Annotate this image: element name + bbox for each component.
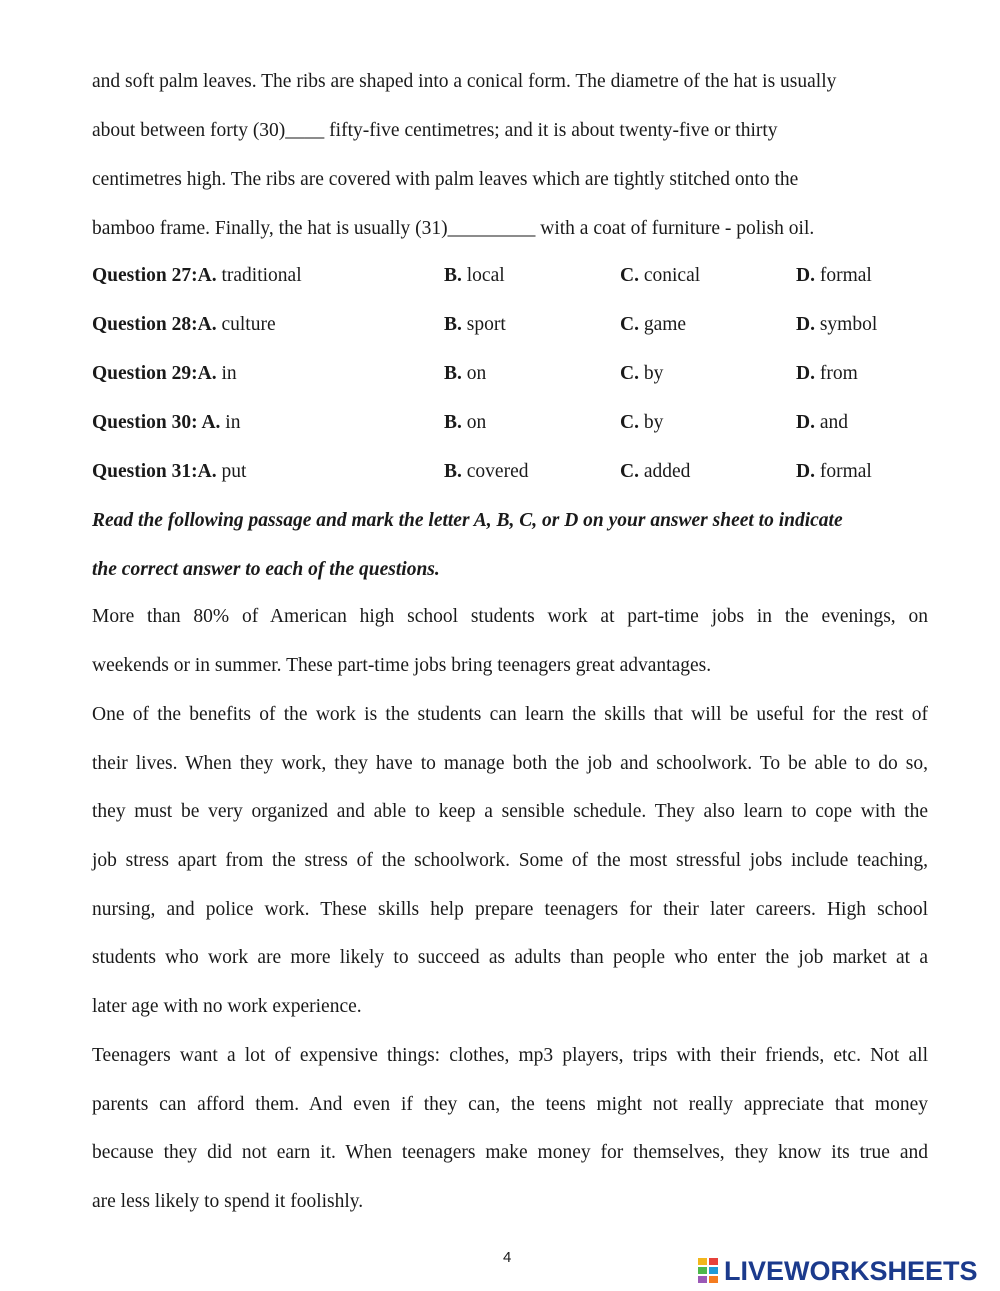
option-letter: C. (620, 461, 639, 482)
passage-line: about between forty (30)____ fifty-five centimetres; and it is about twenty-five or thirty (92, 120, 778, 141)
passage-line: weekends or in summer. These part-time jobs bring teenagers great advantages. (92, 655, 712, 676)
passage-line: More than 80% of American high school students work at part-time jobs in the evenings, on (92, 606, 928, 627)
option-letter: D. (796, 314, 815, 335)
option-letter: A. (197, 265, 217, 286)
option-letter: A. (201, 412, 221, 433)
passage-line: later age with no work experience. (92, 996, 362, 1017)
option-a[interactable]: put (216, 461, 247, 482)
logo-blocks-icon (698, 1258, 720, 1284)
question-31 (92, 460, 992, 484)
option-d[interactable]: symbol (814, 314, 878, 335)
option-letter: C. (620, 314, 639, 335)
option-a[interactable]: in (216, 363, 237, 384)
option-letter: B. (444, 314, 462, 335)
option-letter: C. (620, 412, 639, 433)
question-label: Question 29: (92, 363, 198, 384)
option-a[interactable]: traditional (216, 265, 302, 286)
option-letter: C. (620, 265, 639, 286)
question-27 (92, 264, 992, 288)
option-letter: B. (444, 461, 462, 482)
option-d[interactable]: formal (814, 265, 872, 286)
passage-line: job stress apart from the stress of the schoolwork. Some of the most stressful jobs include teaching, (92, 850, 928, 871)
option-b[interactable]: on (461, 412, 487, 433)
passage-line: they must be very organized and able to keep a sensible schedule. They also learn to cope with the (92, 801, 928, 822)
option-letter: D. (796, 461, 815, 482)
question-28 (92, 313, 992, 337)
option-c[interactable]: by (638, 363, 664, 384)
passage-line: students who work are more likely to succeed as adults than people who enter the job market at a (92, 947, 928, 968)
option-b[interactable]: local (461, 265, 505, 286)
option-c[interactable]: added (638, 461, 691, 482)
option-letter: A. (197, 461, 217, 482)
option-letter: B. (444, 265, 462, 286)
passage-line: and soft palm leaves. The ribs are shaped into a conical form. The diametre of the hat is usually (92, 71, 837, 92)
option-letter: A. (197, 314, 217, 335)
option-letter: D. (796, 363, 815, 384)
option-a[interactable]: in (220, 412, 241, 433)
question-label: Question 30: (92, 412, 202, 433)
option-letter: B. (444, 363, 462, 384)
passage-line: nursing, and police work. These skills help prepare teenagers for their later careers. High school (92, 899, 928, 920)
passage-line: Teenagers want a lot of expensive things: clothes, mp3 players, trips with their friends, etc. Not all (92, 1045, 928, 1066)
question-30 (92, 411, 992, 435)
passage-line: because they did not earn it. When teenagers make money for themselves, they know its true and (92, 1142, 928, 1163)
option-d[interactable]: from (814, 363, 858, 384)
question-label: Question 28: (92, 314, 198, 335)
passage-line: are less likely to spend it foolishly. (92, 1191, 364, 1212)
page-number: 4 (503, 1249, 512, 1266)
logo-text: LIVEWORKSHEETS (724, 1256, 978, 1286)
option-letter: B. (444, 412, 462, 433)
passage-line: bamboo frame. Finally, the hat is usually (31)_________ with a coat of furniture - polish oil. (92, 218, 815, 239)
option-c[interactable]: by (638, 412, 664, 433)
option-letter: D. (796, 265, 815, 286)
passage-line: One of the benefits of the work is the students can learn the skills that will be useful for the rest of (92, 704, 928, 725)
passage-line: centimetres high. The ribs are covered with palm leaves which are tightly stitched onto the (92, 169, 799, 190)
option-c[interactable]: conical (638, 265, 701, 286)
option-d[interactable]: and (814, 412, 848, 433)
question-label: Question 31: (92, 461, 198, 482)
instruction-line-1: Read the following passage and mark the letter A, B, C, or D on your answer sheet to indicate (92, 510, 843, 531)
option-d[interactable]: formal (814, 461, 872, 482)
passage-line: their lives. When they work, they have to manage both the job and schoolwork. To be able to do so, (92, 753, 928, 774)
option-c[interactable]: game (638, 314, 687, 335)
option-a[interactable]: culture (216, 314, 276, 335)
option-b[interactable]: covered (461, 461, 529, 482)
option-b[interactable]: sport (461, 314, 506, 335)
question-29 (92, 362, 992, 386)
option-b[interactable]: on (461, 363, 487, 384)
option-letter: A. (197, 363, 217, 384)
instruction-line-2: the correct answer to each of the questions. (92, 559, 440, 580)
question-label: Question 27: (92, 265, 198, 286)
option-letter: C. (620, 363, 639, 384)
passage-line: parents can afford them. And even if they can, the teens might not really appreciate that money (92, 1094, 928, 1115)
option-letter: D. (796, 412, 815, 433)
liveworksheets-logo[interactable] (698, 1256, 994, 1286)
